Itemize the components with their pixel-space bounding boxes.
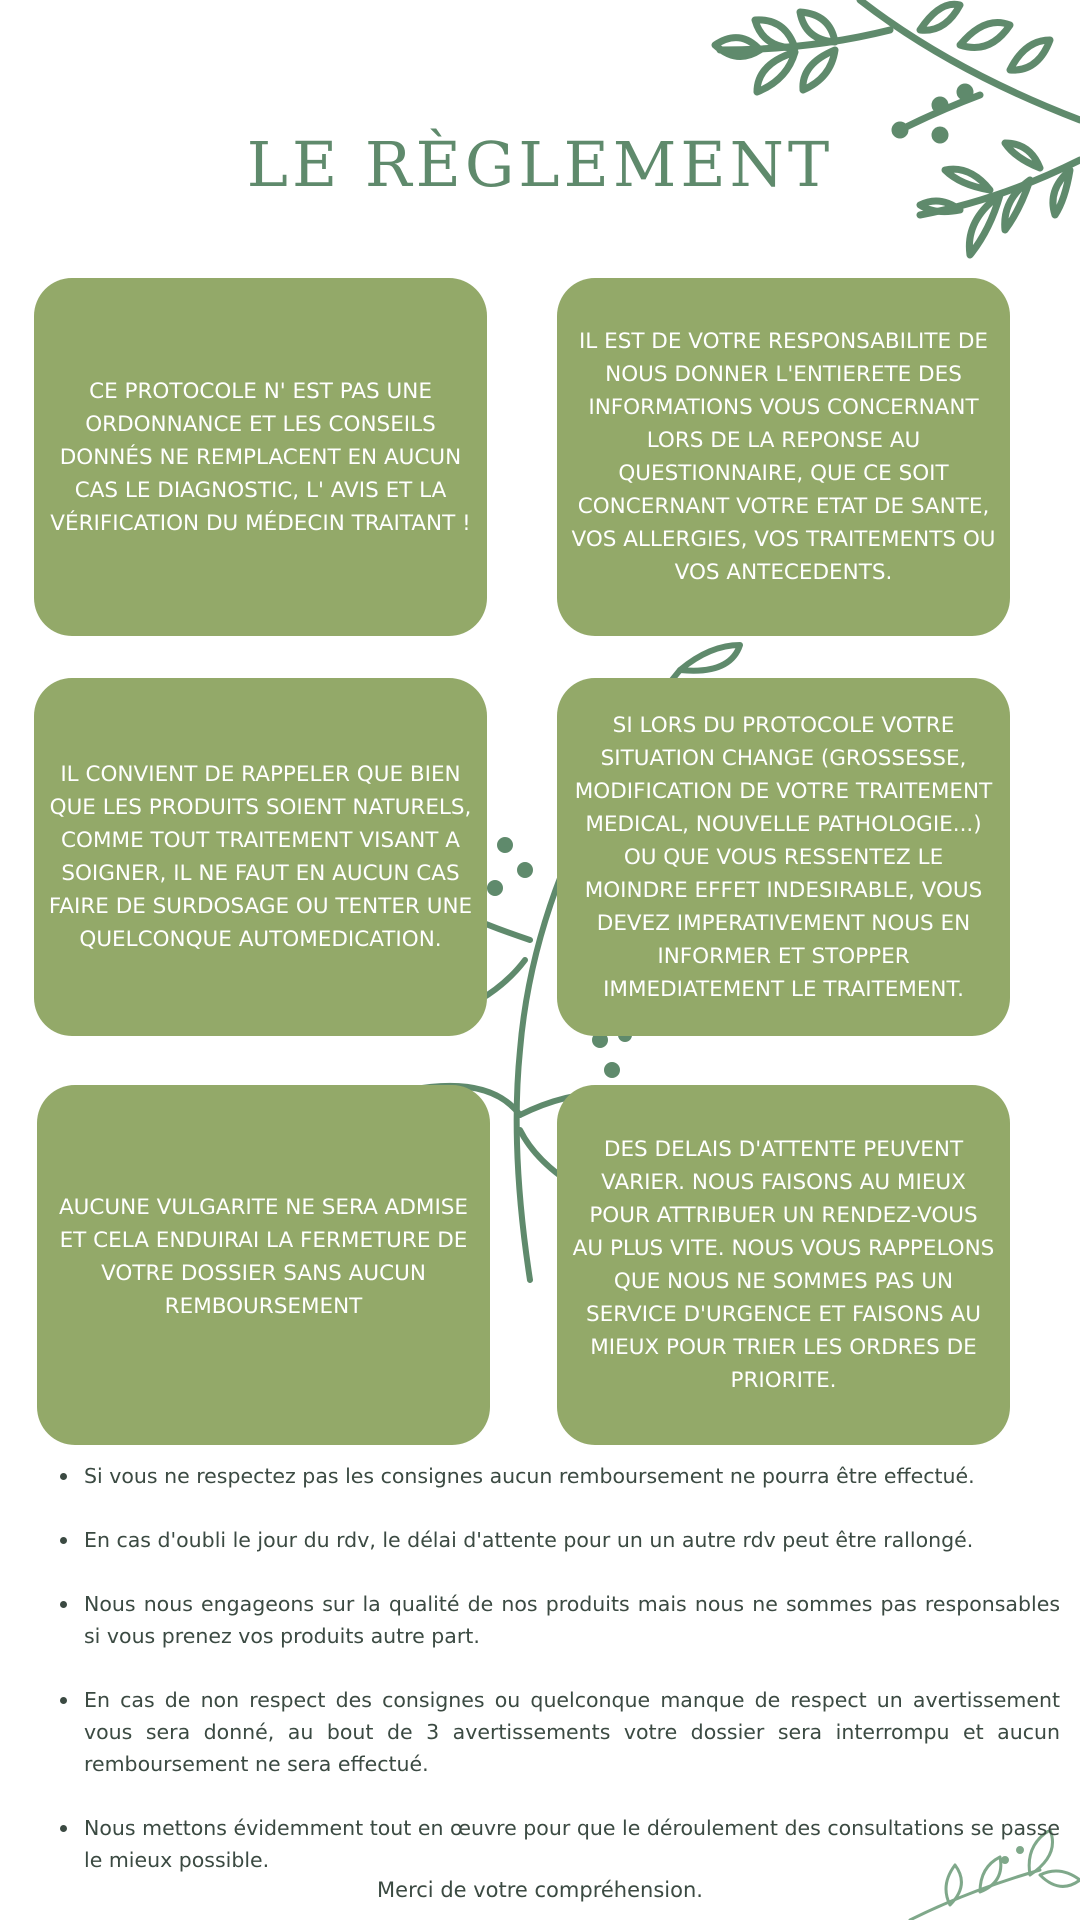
- list-item: [60, 1684, 1060, 1780]
- rule-text: En cas d'oubli le jour du rdv, le délai d'attente pour un un autre rdv peut être rallongé.: [84, 1528, 974, 1552]
- rule-card-1-text: CE PROTOCOLE N' EST PAS UNE ORDONNANCE ET LES CONSEILS DONNÉS NE REMPLACENT EN AUCUN CAS LE DIAGNOSTIC, L' AVIS ET LA VÉRIFICATION DU MÉDECIN TRAITANT !: [50, 378, 471, 536]
- page-title: LE RÈGLEMENT: [246, 128, 834, 201]
- thanks-note: Merci de votre compréhension.: [377, 1878, 703, 1902]
- bullet-icon: [60, 1601, 67, 1608]
- rule-card-6-text: DES DELAIS D'ATTENTE PEUVENT VARIER. NOUS FAISONS AU MIEUX POUR ATTRIBUER UN RENDEZ-VOUS AU PLUS VITE. NOUS VOUS RAPPELONS QUE NOUS NE SOMMES PAS UN SERVICE D'URGENCE ET FAISONS AU MIEUX POUR TRIER LES ORDRES DE PRIORITE.: [572, 1137, 995, 1393]
- bullet-icon: [60, 1697, 67, 1704]
- rules-list: [60, 1460, 1060, 1908]
- rule-card-5-text: AUCUNE VULGARITE NE SERA ADMISE ET CELA ENDUIRAI LA FERMETURE DE VOTRE DOSSIER SANS AUCUN REMBOURSEMENT: [58, 1195, 469, 1319]
- bullet-icon: [60, 1537, 67, 1544]
- rule-text: Nous nous engageons sur la qualité de nos produits mais nous ne sommes pas responsables si vous prenez vos produits autre part.: [84, 1592, 1060, 1648]
- bullet-icon: [60, 1473, 67, 1480]
- rule-card-3-text: IL CONVIENT DE RAPPELER QUE BIEN QUE LES PRODUITS SOIENT NATURELS, COMME TOUT TRAITEMENT VISANT A SOIGNER, IL NE FAUT EN AUCUN CAS FAIRE DE SURDOSAGE OU TENTER UNE QUELCONQUE AUTOMEDICATION.: [48, 762, 473, 952]
- list-item: [60, 1524, 1060, 1556]
- rule-card-1: [34, 278, 487, 636]
- bullet-icon: [60, 1825, 67, 1832]
- rule-text: En cas de non respect des consignes ou quelconque manque de respect un avertissement vous sera donné, au bout de 3 avertissements votre dossier sera interrompu et aucun remboursement ne sera effectué.: [84, 1688, 1060, 1776]
- rule-card-5: [37, 1085, 490, 1445]
- rule-card-2-text: IL EST DE VOTRE RESPONSABILITE DE NOUS DONNER L'ENTIERETE DES INFORMATIONS VOUS CONCERNANT LORS DE LA REPONSE AU QUESTIONNAIRE, QUE CE SOIT CONCERNANT VOTRE ETAT DE SANTE, VOS ALLERGIES, VOS TRAITEMENTS OU VOS ANTECEDENTS.: [571, 329, 996, 585]
- list-item: [60, 1460, 1060, 1492]
- list-item: [60, 1588, 1060, 1652]
- list-item: [60, 1812, 1060, 1876]
- rule-card-4-text: SI LORS DU PROTOCOLE VOTRE SITUATION CHANGE (GROSSESSE, MODIFICATION DE VOTRE TRAITEMENT MEDICAL, NOUVELLE PATHOLOGIE...) OU QUE VOUS RESSENTEZ LE MOINDRE EFFET INDESIRABLE, VOUS DEVEZ IMPERATIVEMENT NOUS EN INFORMER ET STOPPER IMMEDIATEMENT LE TRAITEMENT.: [574, 712, 993, 1002]
- rule-card-4: [557, 678, 1010, 1036]
- rule-text: Nous mettons évidemment tout en œuvre pour que le déroulement des consultations se passe le mieux possible.: [84, 1816, 1060, 1872]
- rule-card-6: [557, 1085, 1010, 1445]
- rule-card-3: [34, 678, 487, 1036]
- rule-text: Si vous ne respectez pas les consignes aucun remboursement ne pourra être effectué.: [84, 1464, 975, 1488]
- rule-card-2: [557, 278, 1010, 636]
